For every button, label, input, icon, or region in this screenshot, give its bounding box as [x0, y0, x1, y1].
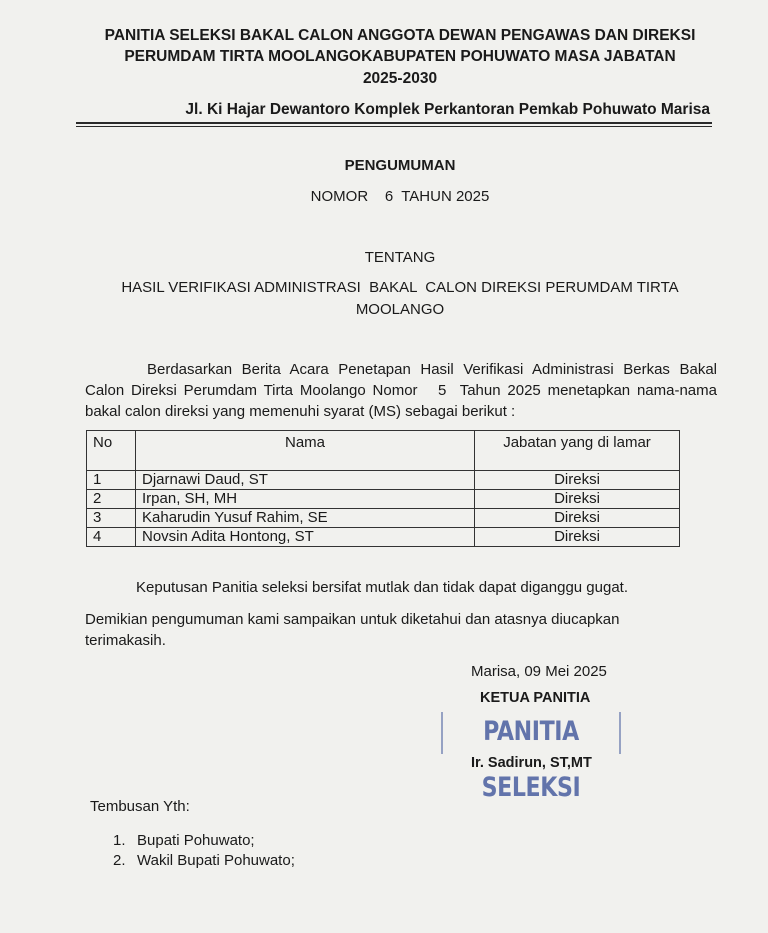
candidates-table [86, 430, 680, 547]
cell-nama: Novsin Adita Hontong, ST [136, 528, 475, 547]
cc-item-text: Bupati Pohuwato; [137, 832, 255, 849]
intro-paragraph [85, 359, 722, 422]
cell-no: 1 [87, 471, 136, 490]
cc-item-number: 1. [113, 832, 126, 849]
signer-position: KETUA PANITIA [480, 690, 591, 706]
table-row [87, 528, 680, 547]
cc-heading: Tembusan Yth: [90, 798, 190, 815]
column-header-no: No [87, 431, 136, 471]
header-divider-thick [76, 122, 712, 124]
cell-nama: Kaharudin Yusuf Rahim, SE [136, 509, 475, 528]
decision-paragraph: Keputusan Panitia seleksi bersifat mutlak dan tidak dapat diganggu gugat. [136, 579, 628, 596]
cell-jabatan: Direksi [475, 490, 680, 509]
announcement-about: TENTANG [364, 249, 436, 266]
announcement-subject-line-1: HASIL VERIFIKASI ADMINISTRASI BAKAL CALON DIREKSI PERUMDAM TIRTA [121, 279, 679, 296]
cell-jabatan: Direksi [475, 509, 680, 528]
cell-no: 2 [87, 490, 136, 509]
table-row [87, 471, 680, 490]
table-row [87, 509, 680, 528]
cell-jabatan: Direksi [475, 528, 680, 547]
closing-paragraph: Demikian pengumuman kami sampaikan untuk diketahui dan atasnya diucapkan terimakasih. [85, 611, 620, 649]
cell-nama: Irpan, SH, MH [136, 490, 475, 509]
cc-item-number: 2. [113, 852, 126, 869]
column-header-nama: Nama [136, 431, 475, 471]
header-line-1: PANITIA SELEKSI BAKAL CALON ANGGOTA DEWAN PENGAWAS DAN DIREKSI [104, 27, 696, 44]
announcement-number: NOMOR 6 TAHUN 2025 [310, 188, 490, 205]
cell-jabatan: Direksi [475, 471, 680, 490]
header-line-2: PERUMDAM TIRTA MOOLANGOKABUPATEN POHUWATO MASA JABATAN [124, 48, 676, 65]
stamp-text: PANITIA SELEKSI [481, 716, 581, 803]
table-row [87, 490, 680, 509]
cell-no: 4 [87, 528, 136, 547]
header-address: Jl. Ki Hajar Dewantoro Komplek Perkantoran Pemkab Pohuwato Marisa [185, 101, 710, 118]
announcement-title: PENGUMUMAN [344, 157, 456, 174]
cell-no: 3 [87, 509, 136, 528]
intro-text: Berdasarkan Berita Acara Penetapan Hasil Verifikasi Administrasi Berkas Bakal Calon Direksi Perumdam Tirta Moolango Nomor 5 Tahun 2025 menetapkan nama-nama bakal calon direksi yang memenuhi syarat (MS) sebagai berikut : [85, 361, 722, 420]
table-header-row [87, 431, 680, 471]
place-date: Marisa, 09 Mei 2025 [471, 663, 607, 680]
cc-item [113, 852, 295, 869]
column-header-jabatan: Jabatan yang di lamar [475, 431, 680, 471]
announcement-subject-line-2: MOOLANGO [355, 301, 445, 318]
cc-item-text: Wakil Bupati Pohuwato; [137, 852, 295, 869]
cell-nama: Djarnawi Daud, ST [136, 471, 475, 490]
header-line-3: 2025-2030 [362, 70, 438, 87]
header-divider-thin [76, 126, 712, 127]
cc-item [113, 832, 255, 849]
signer-name: Ir. Sadirun, ST,MT [471, 755, 592, 771]
